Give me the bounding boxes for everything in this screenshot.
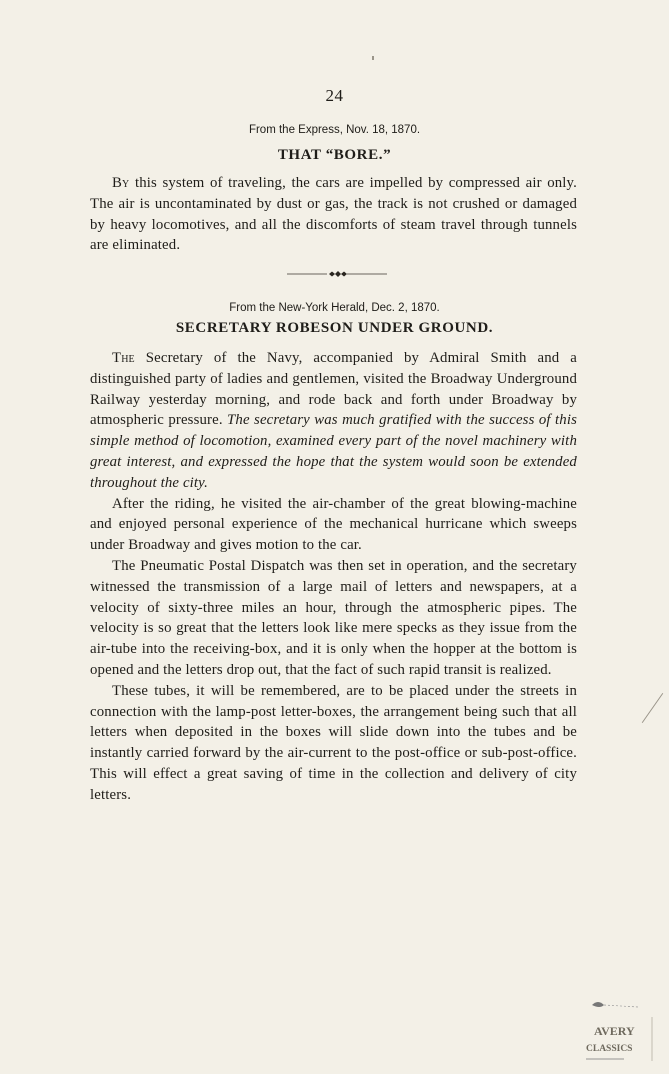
stamp-line2: CLASSICS: [586, 1044, 633, 1054]
article2-headline: SECRETARY ROBESON UNDER GROUND.: [175, 320, 494, 336]
scan-mark: [642, 693, 663, 723]
scan-speck: [372, 56, 374, 60]
article2-p1-italic: The secretary was much gratified with the success of this simple method of locomotion, examined every part of the novel machinery with great interest, and expressed the hope that the system would soon be extended throughout the city.: [90, 412, 577, 491]
ornamental-divider: [287, 270, 387, 278]
article2-source: From the New-York Herald, Dec. 2, 1870.: [229, 302, 440, 314]
article2-paragraph-2: After the riding, he visited the air-chamber of the great blowing-machine and enjoyed personal experience of the mechanical hurricane which sweeps under Broadway and gives motion to the car.: [90, 495, 577, 554]
article2-lead: The: [112, 350, 135, 366]
article2-paragraph-3: The Pneumatic Postal Dispatch was then set in operation, and the secretary witnessed the transmission of a large mail of letters and newspapers, at a velocity of sixty-three miles an hour, through the atmospheric pipes. The velocity is so great that the letters look like mere specks as they issue from the air-tube into the receiving-box, and it is only when the hopper at the bottom is opened and the letters drop out, that the fact of such rapid transit is realized.: [90, 557, 577, 678]
article1-text: this system of traveling, the cars are impelled by compressed air only. The air is uncontaminated by dust or gas, the track is not crushed or damaged by heavy locomotives, and all the discomforts of steam travel through tunnels are eliminated.: [90, 175, 577, 254]
article2-paragraph-1: [90, 348, 577, 494]
article1-headline: THAT “BORE.”: [277, 147, 392, 163]
article2-body: [90, 348, 577, 806]
page-number: 24: [325, 86, 344, 105]
stamp-line1: AVERY: [594, 1024, 635, 1038]
article1-lead: By: [112, 175, 130, 191]
library-stamp: [580, 995, 660, 1065]
article2-p1-text: Secretary of the Navy, accompanied by Admiral Smith and a distinguished party of ladies and gentlemen, visited the Broadway Underground Railway yesterday morning, and rode back and forth under Broadway by atmospheric pressure.: [90, 350, 577, 429]
article1-source: From the Express, Nov. 18, 1870.: [248, 124, 421, 136]
article2-paragraph-4: These tubes, it will be remembered, are to be placed under the streets in connection with the lamp-post letter-boxes, the arrangement being such that all letters when deposited in the boxes will slide down into the tubes and be instantly carried forward by the air-current to the post-office or sub-post-office. This will effect a great saving of time in the collection and delivery of city letters.: [90, 682, 577, 803]
article1-body: [90, 173, 577, 256]
